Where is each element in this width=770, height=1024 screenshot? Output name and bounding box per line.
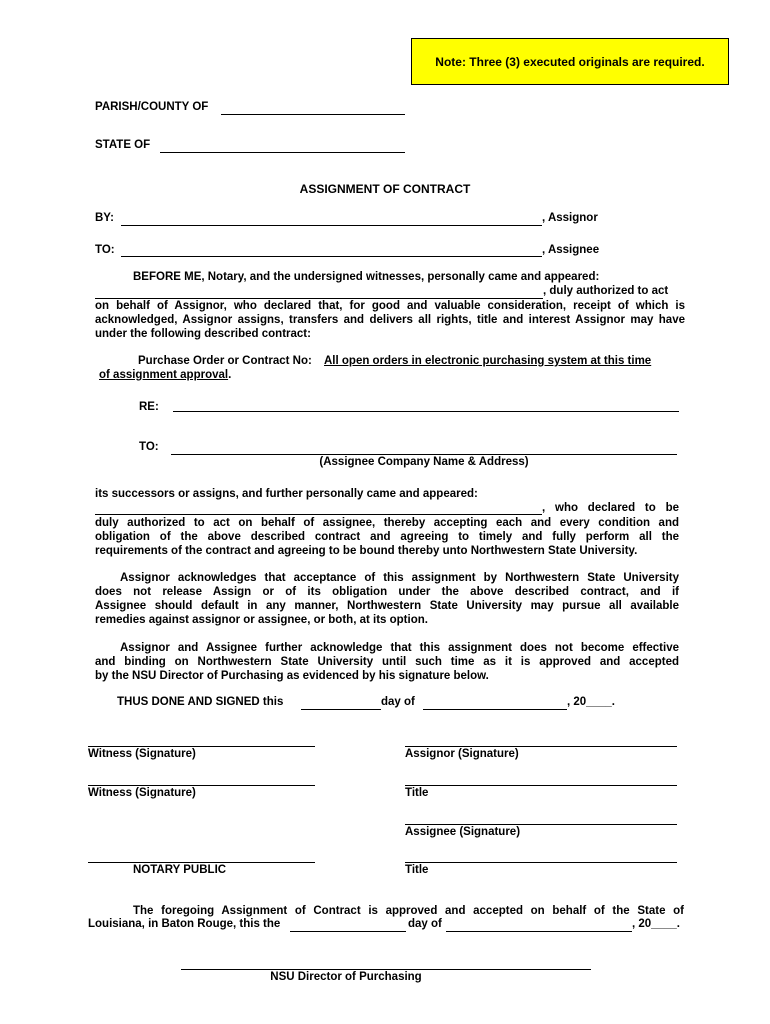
contract-to-label: TO: bbox=[139, 441, 159, 453]
witness2-label: Witness (Signature) bbox=[88, 787, 196, 799]
assignee-company-field[interactable] bbox=[171, 454, 677, 455]
po-label: Purchase Order or Contract No: bbox=[138, 355, 312, 367]
signed-prefix: THUS DONE AND SIGNED this bbox=[117, 696, 284, 708]
intro-line-3: on behalf of Assignor, who declared that, for good and valuable consideration, receipt of which is bbox=[95, 300, 685, 312]
state-label: STATE OF bbox=[95, 139, 151, 151]
successors-line-3: duly authorized to act on behalf of assignee, thereby accepting each and every condition and bbox=[95, 517, 679, 529]
assignee-suffix: , Assignee bbox=[542, 244, 600, 256]
signed-day-field[interactable] bbox=[301, 709, 381, 710]
approval-line-2-a: Louisiana, in Baton Rouge, this the bbox=[88, 918, 281, 930]
notary-label: NOTARY PUBLIC bbox=[133, 864, 227, 876]
to-label: TO: bbox=[95, 244, 115, 256]
ack1-line-3: Assignee should default in any manner, Northwestern State University may pursue all available bbox=[95, 600, 679, 612]
document-title: ASSIGNMENT OF CONTRACT bbox=[299, 182, 471, 196]
parish-county-label: PARISH/COUNTY OF bbox=[95, 101, 209, 113]
assignor-suffix: , Assignor bbox=[542, 212, 598, 224]
ack2-line-1: Assignor and Assignee further acknowledge that this assignment does not become effective bbox=[120, 642, 679, 654]
approval-month-field[interactable] bbox=[446, 931, 632, 932]
required-originals-note bbox=[411, 38, 729, 85]
intro-line-2-suffix: , duly authorized to act bbox=[543, 285, 669, 297]
assignor-signature-label: Assignor (Signature) bbox=[405, 748, 519, 760]
successors-line-2-suffix: , who declared to be bbox=[542, 502, 679, 514]
signed-year: , 20____. bbox=[567, 696, 615, 708]
approval-day-field[interactable] bbox=[290, 931, 406, 932]
assignee-title-label: Title bbox=[405, 864, 429, 876]
intro-line-4: acknowledged, Assignor assigns, transfers and delivers all rights, title and interest Assignor may have bbox=[95, 314, 685, 326]
po-value-line-2: of assignment approval bbox=[99, 369, 229, 381]
assignor-title-line[interactable] bbox=[405, 785, 677, 786]
assignor-title-label: Title bbox=[405, 787, 429, 799]
re-label: RE: bbox=[139, 401, 159, 413]
assignee-company-caption: (Assignee Company Name & Address) bbox=[319, 456, 529, 468]
re-field[interactable] bbox=[173, 411, 679, 412]
assignor-signature-line[interactable] bbox=[405, 746, 677, 747]
signed-day-of: day of bbox=[381, 696, 415, 708]
ack1-line-2: does not release Assign or of its obligation under the above described contract, and if bbox=[95, 586, 679, 598]
assignee-signature-line[interactable] bbox=[405, 824, 677, 825]
successors-line-1: its successors or assigns, and further personally came and appeared: bbox=[95, 488, 478, 500]
ack1-line-4: remedies against assignor or assignee, or both, at its option. bbox=[95, 614, 428, 626]
intro-line-5: under the following described contract: bbox=[95, 328, 311, 340]
assignor-name-field[interactable] bbox=[121, 225, 542, 226]
witness2-signature-line[interactable] bbox=[88, 785, 315, 786]
intro-line-1: BEFORE ME, Notary, and the undersigned witnesses, personally came and appeared: bbox=[133, 271, 600, 283]
parish-county-field[interactable] bbox=[221, 114, 405, 115]
approval-line-2-b: day of bbox=[408, 918, 442, 930]
approval-line-1: The foregoing Assignment of Contract is approved and accepted on behalf of the State of bbox=[133, 905, 684, 917]
note-text: Note: Three (3) executed originals are required. bbox=[435, 54, 705, 69]
assignee-title-line[interactable] bbox=[405, 862, 677, 863]
notary-signature-line[interactable] bbox=[88, 862, 315, 863]
successors-line-4: obligation of the above described contract and agreeing to timely and fully perform all the bbox=[95, 531, 679, 543]
assignee-signature-label: Assignee (Signature) bbox=[405, 826, 521, 838]
approval-line-2-c: , 20____. bbox=[632, 918, 680, 930]
po-value-line-1: All open orders in electronic purchasing system at this time bbox=[324, 355, 652, 367]
signed-month-field[interactable] bbox=[423, 709, 567, 710]
witness1-signature-line[interactable] bbox=[88, 746, 315, 747]
director-label: NSU Director of Purchasing bbox=[270, 971, 422, 983]
po-period: . bbox=[228, 369, 232, 381]
state-field[interactable] bbox=[160, 152, 405, 153]
ack1-line-1: Assignor acknowledges that acceptance of this assignment by Northwestern State University bbox=[120, 572, 679, 584]
ack2-line-2: and binding on Northwestern State University until such time as it is approved and accepted bbox=[95, 656, 679, 668]
ack2-line-3: by the NSU Director of Purchasing as evidenced by his signature below. bbox=[95, 670, 489, 682]
assignee-name-field[interactable] bbox=[121, 256, 542, 257]
assignee-representative-field[interactable] bbox=[95, 514, 542, 515]
witness1-label: Witness (Signature) bbox=[88, 748, 196, 760]
director-signature-line[interactable] bbox=[181, 969, 591, 970]
by-label: BY: bbox=[95, 212, 114, 224]
successors-line-5: requirements of the contract and agreeing to be bound thereby unto Northwestern State University. bbox=[95, 545, 638, 557]
